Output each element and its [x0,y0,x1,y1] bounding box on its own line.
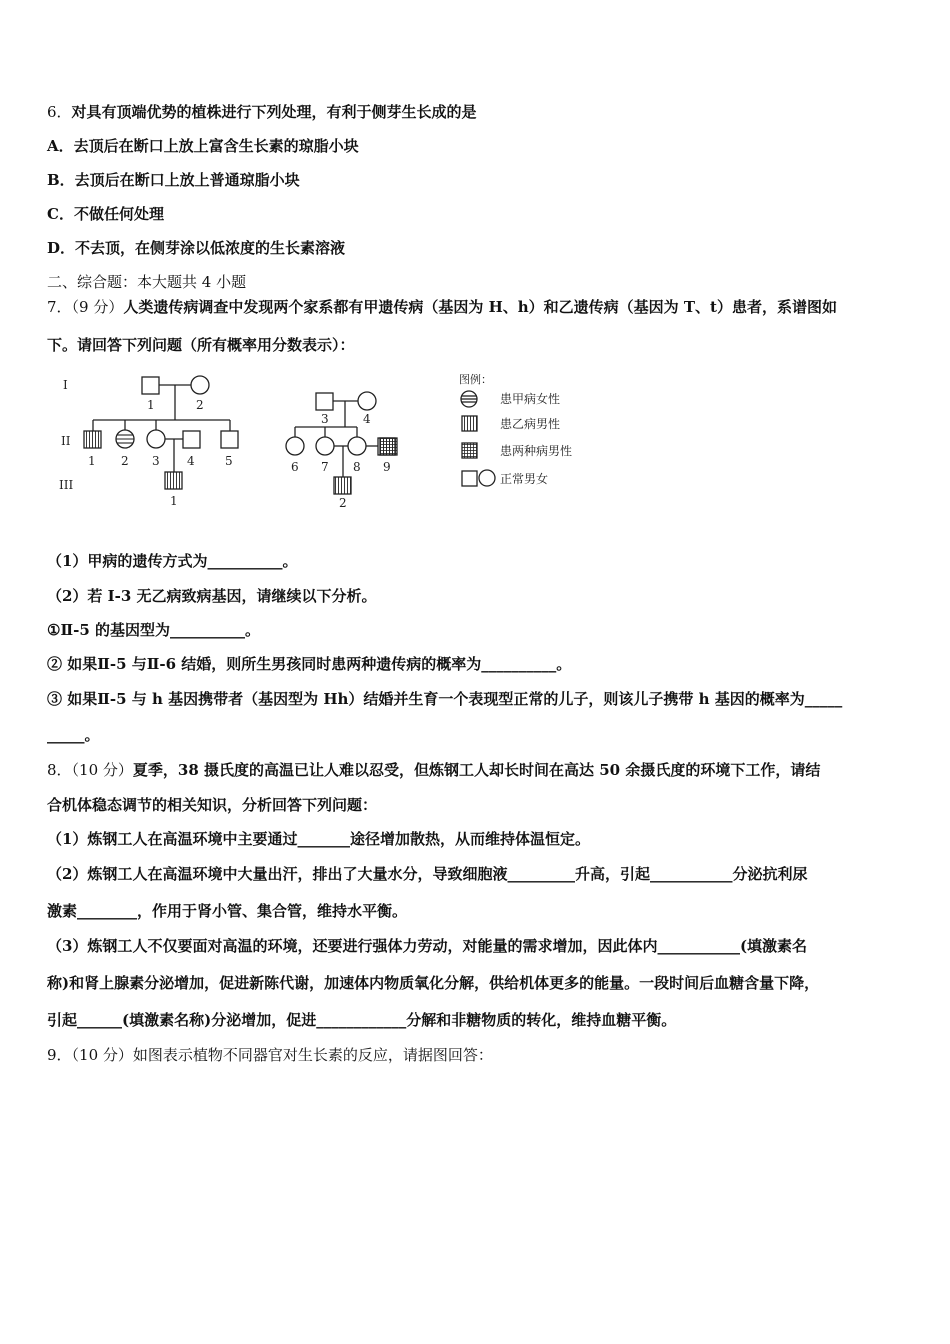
left-ii-5: 5 [225,454,233,468]
q7-sub1: （1）甲病的遗传方式为__________。 [47,552,298,570]
right-ii-9: 9 [383,460,391,474]
gen-label-1: I [63,378,68,392]
right-i-3: 3 [321,412,329,426]
right-ii-7: 7 [321,460,329,474]
q7-sub2a: ①Ⅱ-5 的基因型为__________。 [47,621,260,639]
left-ii-3: 3 [152,454,160,468]
q8-line1 [47,760,910,780]
legend-label-2: 患乙病男性 [500,417,561,431]
q8-sub2-line2: 激素________，作用于肾小管、集合管，维持水平衡。 [47,902,408,920]
svg-text:图例：: 图例： [459,373,492,386]
q6-option-b: B．去顶后在断口上放上普通琼脂小块 [47,171,300,189]
left-ii-4: 4 [187,454,195,468]
q9-text: 如图表示植物不同器官对生长素的反应，请据图回答： [132,1046,493,1064]
q7-line1 [47,297,910,317]
left-ii-2: 2 [121,454,129,468]
gen-label-2: II [61,434,71,448]
legend-label-4: 正常男女 [500,472,549,486]
right-ii-6: 6 [291,460,299,474]
right-ii-8: 8 [353,460,361,474]
section-2-heading: 二、综合题：本大题共 4 小题 [47,273,247,291]
q6-option-c: C．不做任何处理 [47,205,164,223]
q8-sub3-line3: 引起______(填激素名称)分泌增加，促进____________分解和非糖物质的转化，维持血糖平衡。 [47,1011,677,1029]
q7-line2: 下。请回答下列问题（所有概率用分数表示）： [47,336,355,354]
q8-text-1: 夏季，38 摄氏度的高温已让人难以忍受，但炼钢工人却长时间在高达 50 余摄氏度的环境下工作，请结 [132,761,821,779]
q9-number: 9．（10 分） [47,1046,133,1064]
right-i-4: 4 [363,412,371,426]
gen-label-3: III [59,478,74,492]
q8-sub2-line1: （2）炼钢工人在高温环境中大量出汗，排出了大量水分，导致细胞液_________升高，引起___________分泌抗利尿 [47,865,808,883]
q6-stem [47,102,910,122]
q8-sub3-line1: （3）炼钢工人不仅要面对高温的环境，还要进行强体力劳动，对能量的需求增加，因此体内___________(填激素名 [47,937,808,955]
q7-text-1: 人类遗传病调查中发现两个家系都有甲遗传病（基因为 H、h）和乙遗传病（基因为 T、t）患者，系谱图如 [123,298,837,316]
left-iii-1: 1 [170,494,178,508]
q9-stem [47,1045,910,1065]
legend-label-3: 患两种病男性 [500,444,573,458]
q7-number: 7．（9 分） [47,298,124,316]
q8-sub3-line2: 称)和肾上腺素分泌增加，促进新陈代谢，加速体内物质氧化分解，供给机体更多的能量。一段时间后血糖含量下降， [47,974,820,992]
right-iii-2: 2 [339,496,347,510]
legend-label-1: 患甲病女性 [500,392,561,406]
q7-sub2c-line1: ③ 如果Ⅱ-5 与 h 基因携带者（基因型为 Hh）结婚并生育一个表现型正常的儿子，则该儿子携带 h 基因的概率为_____ [47,690,843,708]
q8-number: 8．（10 分） [47,761,133,779]
pedigree-diagram [55,365,615,515]
left-ii-1: 1 [88,454,96,468]
q7-sub2: （2）若 I-3 无乙病致病基因，请继续以下分析。 [47,587,377,605]
q6-text: 对具有顶端优势的植株进行下列处理，有利于侧芽生长成的是 [71,103,477,121]
q6-option-a: A．去顶后在断口上放上富含生长素的琼脂小块 [47,137,359,155]
q6-option-d: D．不去顶，在侧芽涂以低浓度的生长素溶液 [47,239,346,257]
q6-number: 6． [47,103,72,121]
q7-sub2c-line2: _____。 [47,726,100,744]
q7-sub2b: ② 如果Ⅱ-5 与Ⅱ-6 结婚，则所生男孩同时患两种遗传病的概率为__________。 [47,655,572,673]
q8-line2: 合机体稳态调节的相关知识，分析回答下列问题： [47,796,378,814]
left-i-1: 1 [147,398,155,412]
left-i-2: 2 [196,398,204,412]
q8-sub1: （1）炼钢工人在高温环境中主要通过_______途径增加散热，从而维持体温恒定。 [47,830,590,848]
